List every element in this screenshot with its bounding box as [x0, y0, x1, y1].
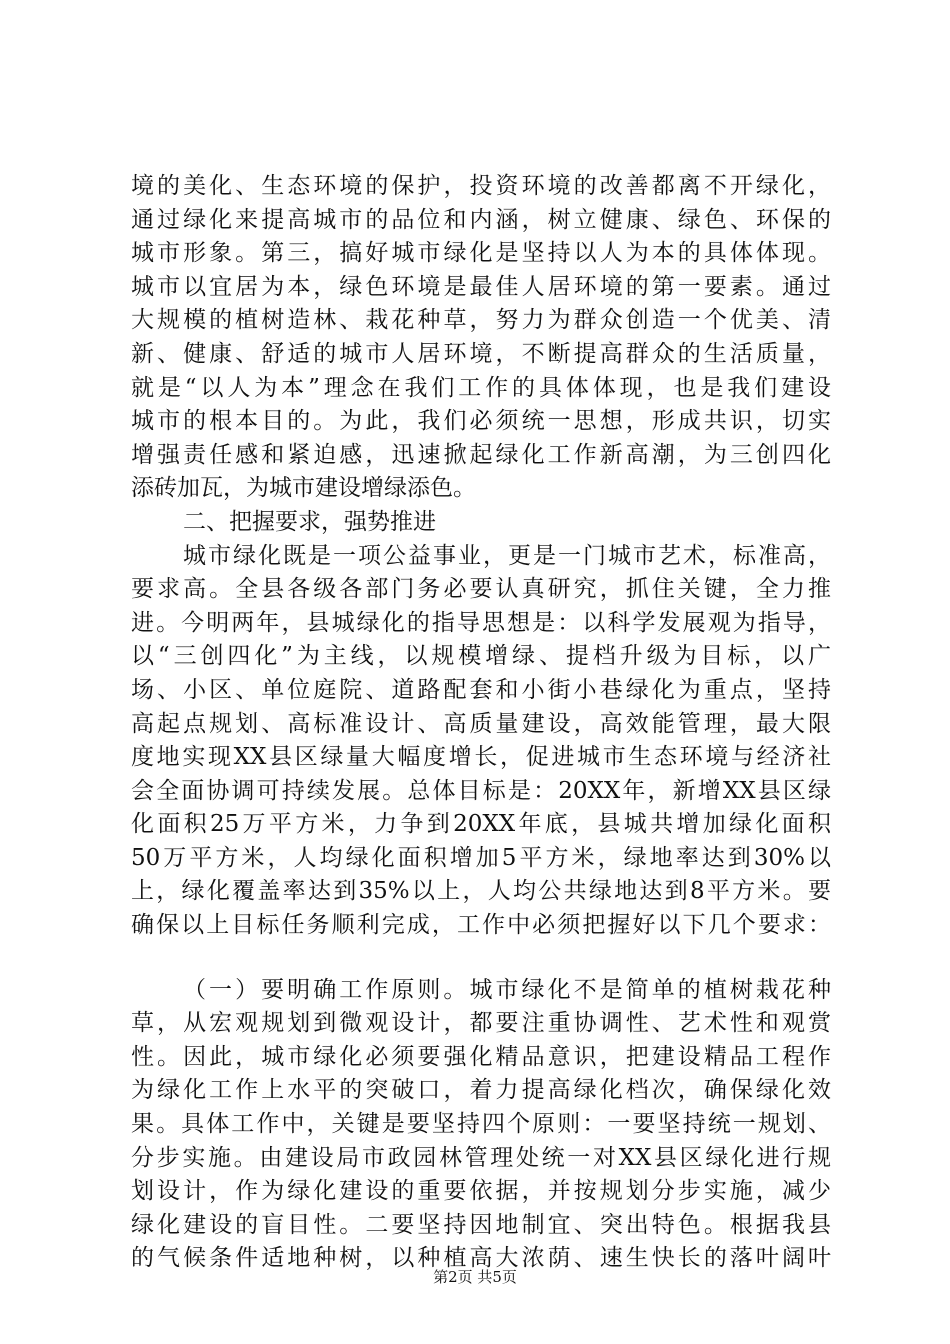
text-line: （一）要明确工作原则。城市绿化不是简单的植树栽花种 — [183, 976, 831, 1003]
text-line: 的气候条件适地种树，以种植高大浓荫、速生快长的落叶阔叶 — [131, 1245, 831, 1272]
text-line: 城市以宜居为本，绿色环境是最佳人居环境的第一要素。通过 — [131, 273, 831, 300]
text-line: 度地实现XX县区绿量大幅度增长，促进城市生态环境与经济社 — [131, 744, 831, 771]
text-line: 上，绿化覆盖率达到35%以上，人均公共绿地达到8平方米。要 — [131, 878, 831, 905]
paragraph-work-principles — [131, 974, 831, 1276]
text-line: 城市形象。第三，搞好城市绿化是坚持以人为本的具体体现。 — [131, 240, 831, 267]
text-line: 果。具体工作中，关键是要坚持四个原则：一要坚持统一规划、 — [131, 1111, 831, 1138]
text-line: 场、小区、单位庭院、道路配套和小街小巷绿化为重点，坚持 — [131, 676, 831, 703]
paragraph-spacer — [131, 943, 831, 974]
text-line: 为绿化工作上水平的突破口，着力提高绿化档次，确保绿化效 — [131, 1077, 831, 1104]
text-line: 会全面协调可持续发展。总体目标是：20XX年，新增XX县区绿 — [131, 777, 831, 804]
text-line: 以“三创四化”为主线，以规模增绿、提档升级为目标，以广 — [131, 643, 831, 670]
text-line: 大规模的植树造林、栽花种草，努力为群众创造一个优美、清 — [131, 307, 831, 334]
text-line: 新、健康、舒适的城市人居环境，不断提高群众的生活质量， — [131, 340, 831, 367]
text-line: 城市的根本目的。为此，我们必须统一思想，形成共识，切实 — [131, 408, 831, 435]
paragraph-guiding-thought — [131, 540, 831, 943]
page-footer: 第2页 共5页 — [433, 1268, 517, 1286]
text-line: 划设计，作为绿化建设的重要依据，并按规划分步实施，减少 — [131, 1178, 831, 1205]
text-line: 增强责任感和紧迫感，迅速掀起绿化工作新高潮，为三创四化 — [131, 441, 831, 468]
text-line: 化面积25万平方米，力争到20XX年底，县城共增加绿化面积 — [131, 811, 831, 838]
text-line: 性。因此，城市绿化必须要强化精品意识，把建设精品工程作 — [131, 1043, 831, 1070]
text-line: 草，从宏观规划到微观设计，都要注重协调性、艺术性和观赏 — [131, 1010, 831, 1037]
text-line: 要求高。全县各级各部门务必要认真研究，抓住关键，全力推 — [131, 576, 831, 603]
text-line: 添砖加瓦，为城市建设增绿添色。 — [131, 475, 476, 502]
text-line: 进。今明两年，县城绿化的指导思想是：以科学发展观为指导， — [131, 609, 831, 636]
text-line: 50万平方米，人均绿化面积增加5平方米，绿地率达到30%以 — [131, 844, 831, 871]
text-line: 就是“以人为本”理念在我们工作的具体体现，也是我们建设 — [131, 374, 831, 401]
text-line: 通过绿化来提高城市的品位和内涵，树立健康、绿色、环保的 — [131, 206, 831, 233]
text-line: 绿化建设的盲目性。二要坚持因地制宜、突出特色。根据我县 — [131, 1211, 831, 1238]
paragraph-greening-importance — [131, 170, 831, 506]
document-body — [131, 170, 831, 1276]
text-line: 城市绿化既是一项公益事业，更是一门城市艺术，标准高， — [183, 542, 831, 569]
text-line: 境的美化、生态环境的保护，投资环境的改善都离不开绿化， — [131, 173, 831, 199]
section-heading: 二、把握要求，强势推进 — [183, 508, 436, 535]
text-line: 高起点规划、高标准设计、高质量建设，高效能管理，最大限 — [131, 710, 831, 737]
text-line: 分步实施。由建设局市政园林管理处统一对XX县区绿化进行规 — [131, 1144, 831, 1171]
text-line: 确保以上目标任务顺利完成，工作中必须把握好以下几个要求： — [131, 912, 831, 939]
